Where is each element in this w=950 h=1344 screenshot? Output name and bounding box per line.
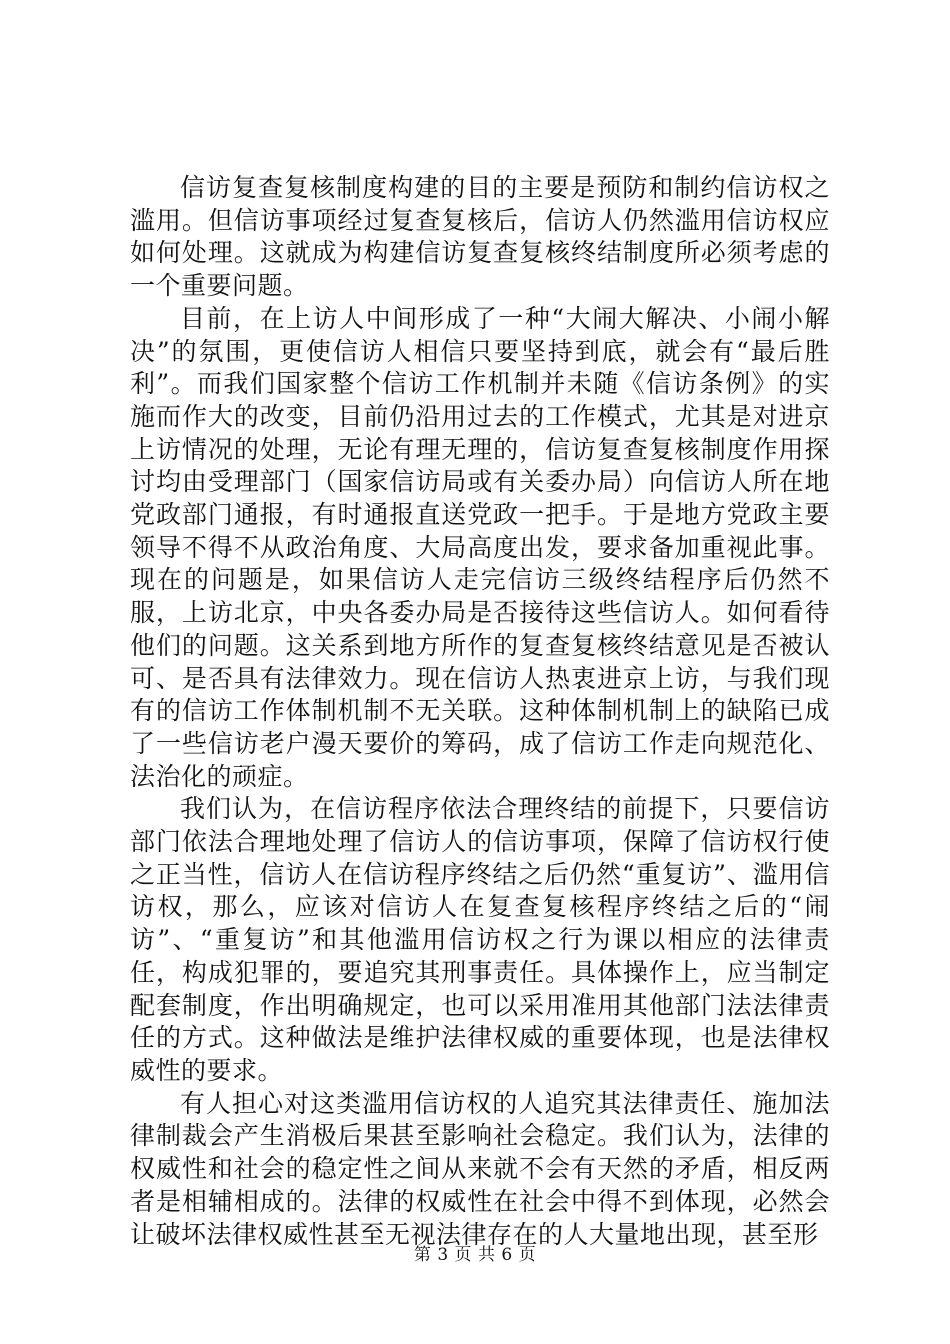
document-body: [130, 172, 830, 1251]
paragraph-3: 我们认为，在信访程序依法合理终结的前提下，只要信访部门依法合理地处理了信访人的信访事项，保障了信访权行使之正当性，信访人在信访程序终结之后仍然“重复访”、滥用信访权，那么，应该对信访人在复查复核程序终结之后的“闹访”、“重复访”和其他滥用信访权之行为课以相应的法律责任，构成犯罪的，要追究其刑事责任。具体操作上，应当制定配套制度，作出明确规定，也可以采用准用其他部门法法律责任的方式。这种做法是维护法律权威的重要体现，也是法律权威性的要求。: [130, 794, 830, 1085]
page-number-label: 第 3 页 共 6 页: [413, 1245, 537, 1265]
paragraph-4: 有人担心对这类滥用信访权的人追究其法律责任、施加法律制裁会产生消极后果甚至影响社会稳定。我们认为，法律的权威性和社会的稳定性之间从来就不会有天然的矛盾，相反两者是相辅相成的。法律的权威性在社会中得不到体现，必然会让破坏法律权威性甚至无视法律存在的人大量地出现，甚至形: [130, 1088, 830, 1249]
page-footer: [0, 1244, 950, 1266]
paragraph-1: 信访复查复核制度构建的目的主要是预防和制约信访权之滥用。但信访事项经过复查复核后，信访人仍然滥用信访权应如何处理。这就成为构建信访复查复核终结制度所必须考虑的一个重要问题。: [130, 173, 830, 301]
paragraph-2: 目前，在上访人中间形成了一种“大闹大解决、小闹小解决”的氛围，更使信访人相信只要坚持到底，就会有“最后胜利”。而我们国家整个信访工作机制并未随《信访条例》的实施而作大的改变，目前仍沿用过去的工作模式，尤其是对进京上访情况的处理，无论有理无理的，信访复查复核制度作用探讨均由受理部门（国家信访局或有关委办局）向信访人所在地党政部门通报，有时通报直送党政一把手。于是地方党政主要领导不得不从政治角度、大局高度出发，要求备加重视此事。现在的问题是，如果信访人走完信访三级终结程序后仍然不服，上访北京，中央各委办局是否接待这些信访人。如何看待他们的问题。这关系到地方所作的复查复核终结意见是否被认可、是否具有法律效力。现在信访人热衷进京上访，与我们现有的信访工作体制机制不无关联。这种体制机制上的缺陷已成了一些信访老户漫天要价的筹码，成了信访工作走向规范化、法治化的顽症。: [130, 303, 830, 791]
